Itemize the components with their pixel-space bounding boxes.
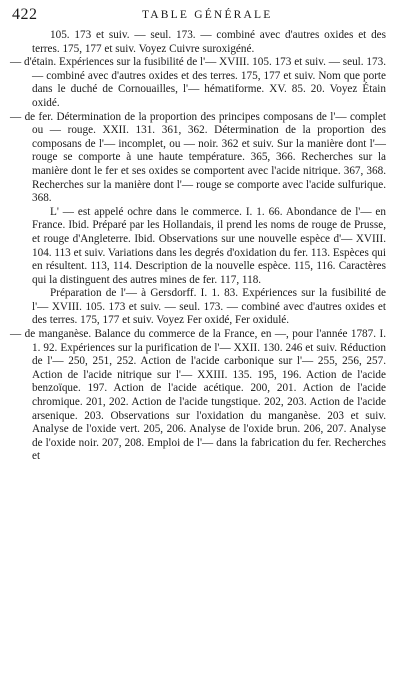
- index-entry-continued: 105. 173 et suiv. — seul. 173. — combiné avec d'autres oxides et des terres. 175, 177 et suiv. Voyez Cuivre suroxigéné.: [32, 29, 386, 55]
- index-entry-fer-gersdorff: Préparation de l'— à Gersdorff. I. 1. 83. Expériences sur la fusibilité de l'— XVIII. 105. 173 et suiv. — seul. 173. — combiné avec d'autres oxides et des terres. 175, 177 et suiv. Voyez Fer oxidé, Fer oxidulé.: [32, 287, 386, 327]
- index-entry-fer: — de fer. Détermination de la proportion des principes composans de l'— complet ou — rouge. XXII. 131. 361, 362. Détermination de la proportion des composans de l'— incomplet, ou — noir. 362 et suiv. Sur la manière dont l'— rouge se comporte à une haute température. 365, 366. Recherches sur la manière dont le fer et ses oxides se comportent avec l'acide nitrique. 367, 368. Recherches sur la manière dont l'— rouge se comporte avec l'acide sulfurique. 368.: [10, 110, 386, 205]
- index-entries: [10, 29, 386, 464]
- running-title: TABLE GÉNÉRALE: [142, 9, 273, 21]
- page-number: 422: [12, 6, 38, 23]
- index-entry-fer-ochre: L' — est appelé ochre dans le commerce. I. 1. 66. Abondance de l'— en France. Ibid. Préparé par les Hollandais, il prend les noms de rouge de Prusse, et rouge d'Angleterre. Ibid. Observations sur une nouvelle espèce d'— XVIII. 104. 113 et suiv. Variations dans les degrés d'oxidation du fer. 113. Espèces qui en résultent. 113, 114. Description de la nouvelle espèce. 115, 116. Caractères qui la distinguent des autres mines de fer. 117, 118.: [32, 205, 386, 286]
- running-head: [10, 6, 386, 26]
- index-entry-manganese: — de manganèse. Balance du commerce de la France, en —, pour l'année 1787. I. 1. 92. Expériences sur la purification de l'— XXII. 130. 246 et suiv. Réduction de l'— 250, 251, 252. Action de l'acide carbonique sur l'— 255, 256, 257. Action de l'acide nitrique sur l'— XXIII. 135. 195, 196. Action de l'acide benzoïque. 197. Action de l'acide acétique. 200, 201. Action de l'acide chromique. 201, 202. Action de l'acide tungstique. 202, 203. Action de l'acide arsenique. 203. Observations sur l'oxidation du manganèse. 203 et suiv. Analyse de l'oxide vert. 205, 206. Analyse de l'oxide brun. 206, 207. Analyse de l'oxide noir. 207, 208. Emploi de l'— dans la fabrication du fer. Recherches et: [10, 328, 386, 463]
- index-entry-etain: — d'étain. Expériences sur la fusibilité de l'— XVIII. 105. 173 et suiv. — seul. 173. — combiné avec d'autres oxides et des terres. 175, 177 et suiv. Nom que porte dans le duché de Cornouailles, l'— hématiforme. XV. 85. 20. Voyez Étain oxidé.: [10, 56, 386, 109]
